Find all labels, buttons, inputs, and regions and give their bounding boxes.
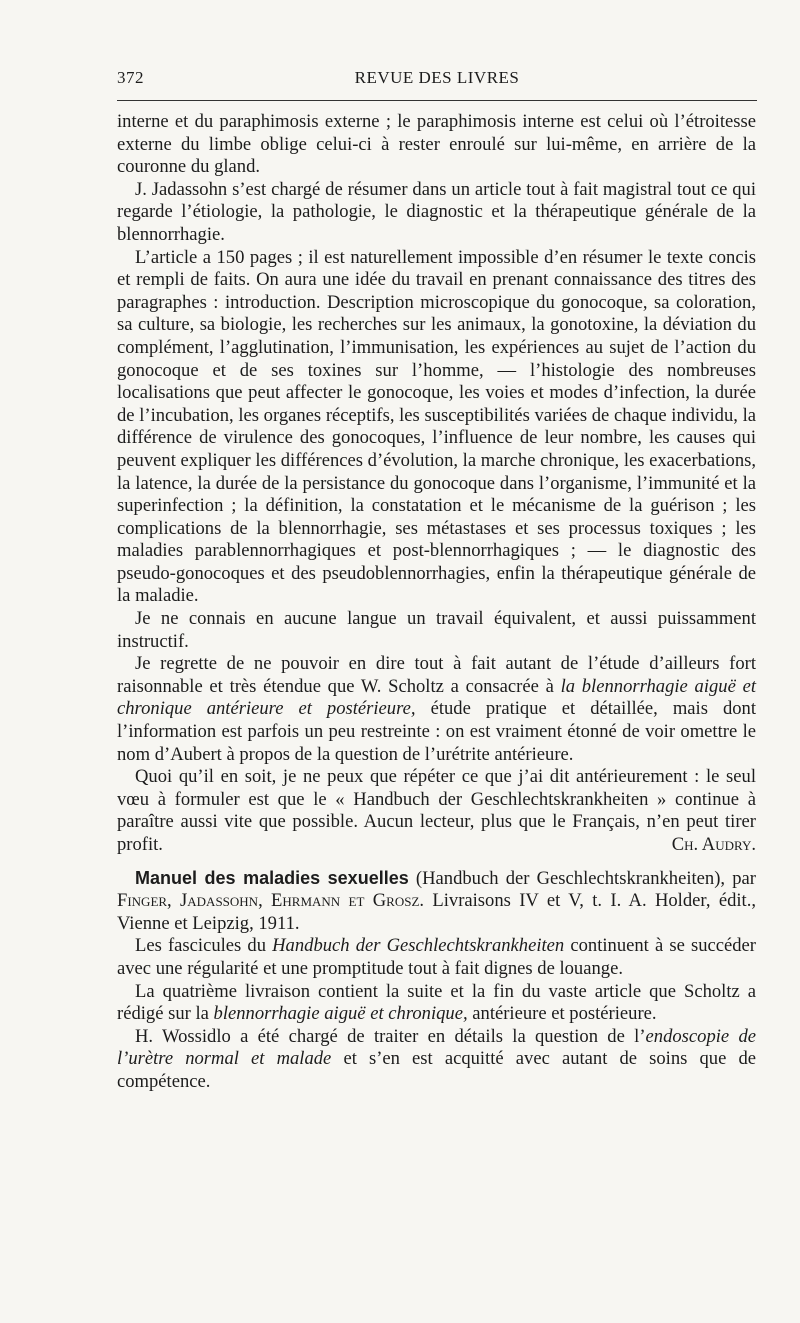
paragraph-jadassohn: J. Jadassohn s’est chargé de résumer dans un article tout à fait magistral tout ce qui regarde l’étiologie, la pathologie, le diagnostic et la thérapeutique générale de la blennorrhagie. — [117, 178, 756, 245]
page-header — [117, 68, 757, 98]
header-rule — [117, 100, 757, 101]
paragraph-scholtz: Je regrette de ne pouvoir en dire tout à fait autant de l’étude d’ailleurs fort raisonnable et très étendue que W. Scholtz a consacrée à la blennorrhagie aiguë et chronique antérieure et postérieure, étude pratique et détaillée, mais dont l’information est parfois un peu restreinte : on est vraiment étonné de voir omettre le nom d’Aubert à propos de la question de l’urétrite antérieure. — [117, 653, 756, 765]
running-title: REVUE DES LIVRES — [354, 68, 520, 87]
paragraph-conclusion: Quoi qu’il en soit, je ne peux que répéter ce que j’ai dit antérieurement : le seul vœu à formuler est que le « Handbuch der Geschlechtskrankheiten » continue à paraître aussi vite que possible. Aucun lecteur, plus que le Français, n’en peut tirer profit. Ch. Audry. — [117, 766, 756, 855]
reviewer-signature: Ch. Audry. — [671, 834, 756, 855]
page-body — [117, 111, 756, 1094]
paragraph-opinion: Je ne connais en aucune langue un travail équivalent, et aussi puissamment instructif. — [117, 608, 756, 652]
paragraph-fourth-installment: La quatrième livraison contient la suite et la fin du vaste article que Scholtz a rédigé sur la blennorrhagie aiguë et chronique, antérieure et postérieure. — [117, 980, 756, 1025]
paragraph-wossidlo: H. Wossidlo a été chargé de traiter en détails la question de l’endoscopie de l’urètre normal et malade et s’en est acquitté avec autant de soins que de compétence. — [117, 1025, 757, 1092]
paragraph-fascicules: Les fascicules du Handbuch der Geschlechtskrankheiten continuent à se succéder avec une régularité et une promptitude tout à fait dignes de louange. — [117, 935, 756, 979]
entry-title: Manuel des maladies sexuelles — [135, 867, 409, 888]
italic-title: la blennorrhagie aiguë et chronique antérieure et postérieure, — [117, 675, 756, 720]
paragraph-continuation: interne et du paraphimosis externe ; le paraphimosis interne est celui où l’étroitesse externe du limbe oblige celui-ci à rester enroulé sur lui-même, en arrière de la couronne du gland. — [117, 111, 756, 178]
page-number: 372 — [117, 68, 144, 87]
paragraph-article-summary: L’article a 150 pages ; il est naturellement impossible d’en résumer le texte concis et rempli de faits. On aura une idée du travail en prenant connaissance des titres des paragraphes : introduction. Description microscopique du gonocoque, sa coloration, sa culture, sa biologie, les recherches sur les animaux, la gonotoxine, la déviation du complément, l’agglutination, l’immunisation, les expériences au sujet de l’action du gonocoque et de ses toxines sur l’homme, — l’histologie des nombreuses localisations que peut affecter le gonocoque, les voies et modes d’infection, la durée de l’incubation, les organes réceptifs, les susceptibilités variées de chaque individu, la différence de virulence des gonocoques, l’influence de leur nombre, les causes qui peuvent expliquer les différences d’évolution, la marche chronique, les exacerbations, la latence, la durée de la persistance du gonocoque dans l’organisme, l’immunité et la superinfection ; la définition, la constatation et le mécanisme de la guérison ; les complications de la blennorrhagie, ses métastases et ses processus toxiques ; les maladies parablennorrhagiques et post-blennorrhagiques ; — le diagnostic des pseudo-gonocoques et des pseudoblennorrhagies, enfin la thérapeutique générale de la maladie. — [117, 246, 756, 607]
review-entry-heading: Manuel des maladies sexuelles (Handbuch der Geschlechtskrankheiten), par Finger, Jadassohn, Ehrmann et Grosz. Livraisons IV et V, t. I. A. Holder, édit., Vienne et Leipzig, 1911. — [117, 867, 756, 934]
entry-authors: Finger, Jadassohn, Ehrmann et Grosz. — [117, 890, 425, 912]
